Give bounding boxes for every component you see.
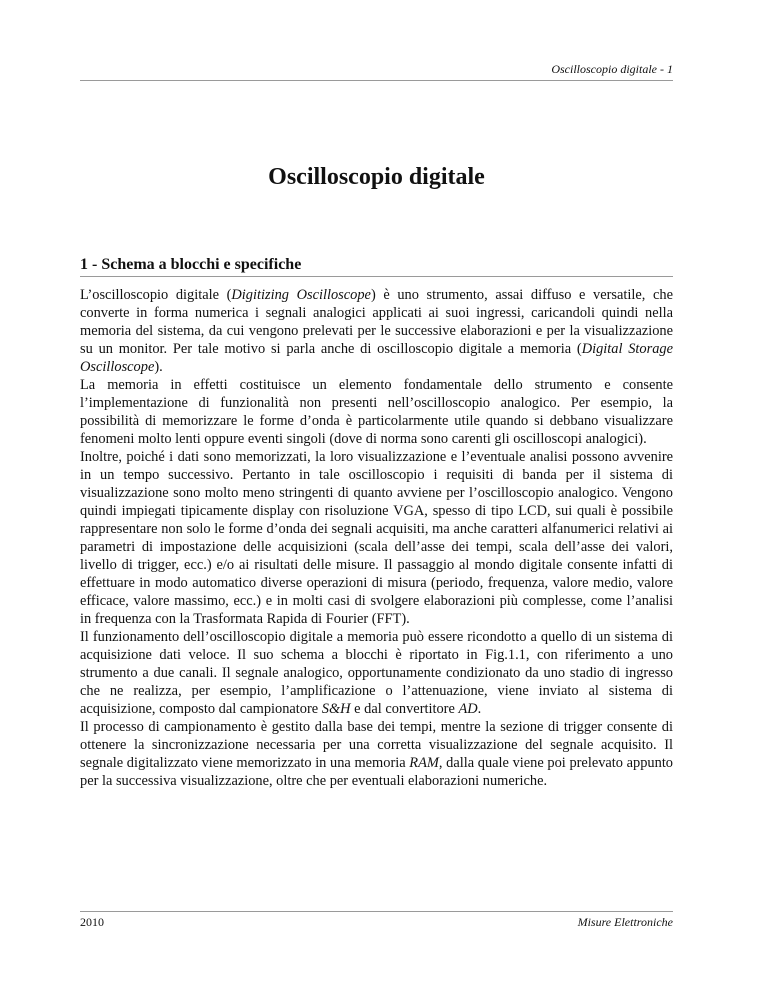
p1-text-3: ).: [154, 359, 163, 375]
footer-year: 2010: [80, 915, 104, 929]
paragraph-5: [80, 718, 673, 790]
paragraph-2: La memoria in effetti costituisce un elemento fondamentale dello strumento e consente l’implementazione di funzionalità non presenti nell’oscilloscopio analogico. Per esempio, la possibilità di memorizzare le forme d’onda è particolarmente utile quando si debbano visualizzare fenomeni molto lenti oppure eventi singoli (dove di norma sono carenti gli oscilloscopi analogici).: [80, 377, 673, 447]
document-title: Oscilloscopio digitale: [268, 164, 485, 190]
paragraph-4: [80, 628, 673, 718]
footer-rule: [80, 911, 673, 912]
p4-text-3: .: [477, 701, 482, 717]
p1-text-2: ) è uno strumento, assai diffuso e versatile, che converte in forma numerica i segnali analogici applicati ai suoi ingressi, caricandoli quindi nella memoria del sistema, da cui vengono prelevati per le successive elaborazioni e per la visualizzazione su un monitor. Per tale motivo si parla anche di oscilloscopio digitale a memoria (: [80, 287, 673, 357]
section-heading: 1 - Schema a blocchi e specifiche: [80, 256, 302, 273]
p1-term-digital-storage-oscilloscope: Digital Storage Oscilloscope: [80, 341, 674, 375]
p5-text-2: , dalla quale viene poi prelevato appunto per la successiva visualizzazione, oltre che per eventuali elaborazioni numeriche.: [80, 755, 674, 789]
p5-text-1: Il processo di campionamento è gestito dalla base dei tempi, mentre la sezione di trigger consente di ottenere la sincronizzazione necessaria per una corretta visualizzazione del segnale acquisito. Il segnale digitalizzato viene memorizzato in una memoria: [80, 719, 673, 771]
p4-text-2: e dal convertitore: [350, 701, 459, 717]
footer-course: Misure Elettroniche: [577, 915, 673, 929]
p4-term-ad: AD: [458, 701, 478, 717]
p1-text-1: L’oscilloscopio digitale (: [80, 287, 232, 303]
p4-text-1: Il funzionamento dell’oscilloscopio digitale a memoria può essere ricondotto a quello di un sistema di acquisizione dati veloce. Il suo schema a blocchi è riportato in Fig.1.1, con riferimento a uno strumento a due canali. Il segnale analogico, opportunamente condizionato da uno stadio di ingresso che ne realizza, per esempio, l’amplificazione o l’attenuazione, viene inviato al sistema di acquisizione, composto dal campionatore: [80, 629, 673, 717]
p4-term-sh: S&H: [321, 701, 351, 717]
paragraph-3: Inoltre, poiché i dati sono memorizzati, la loro visualizzazione e l’eventuale analisi possono avvenire in un tempo successivo. Pertanto in tale oscilloscopio i requisiti di banda per il sistema di visualizzazione sono molto meno stringenti di quanto avviene per l’oscilloscopio analogico. Vengono quindi impiegati tipicamente display con risoluzione VGA, spesso di tipo LCD, sui quali è possibile rappresentare non solo le forme d’onda dei segnali acquisiti, ma anche caratteri alfanumerici relativi ai parametri di impostazione delle acquisizioni (scala dell’asse dei tempi, scala dell’asse dei valori, livello di trigger, ecc.) e/o ai risultati delle misure. Il passaggio al mondo digitale consente infatti di effettuare in modo automatico diverse operazioni di misura (periodo, frequenza, valore medio, valore efficace, valore massimo, ecc.) e in molti casi di svolgere elaborazioni più complesse, come l’analisi in frequenza con la Trasformata Rapida di Fourier (FFT).: [80, 449, 673, 627]
running-header: Oscilloscopio digitale - 1: [551, 62, 673, 76]
p5-term-ram: RAM: [409, 755, 439, 771]
paragraph-1: [80, 286, 673, 376]
section-rule: [80, 276, 673, 277]
body-text: [80, 286, 673, 790]
p1-term-digitizing-oscilloscope: Digitizing Oscilloscope: [231, 287, 371, 303]
header-rule: [80, 80, 673, 81]
